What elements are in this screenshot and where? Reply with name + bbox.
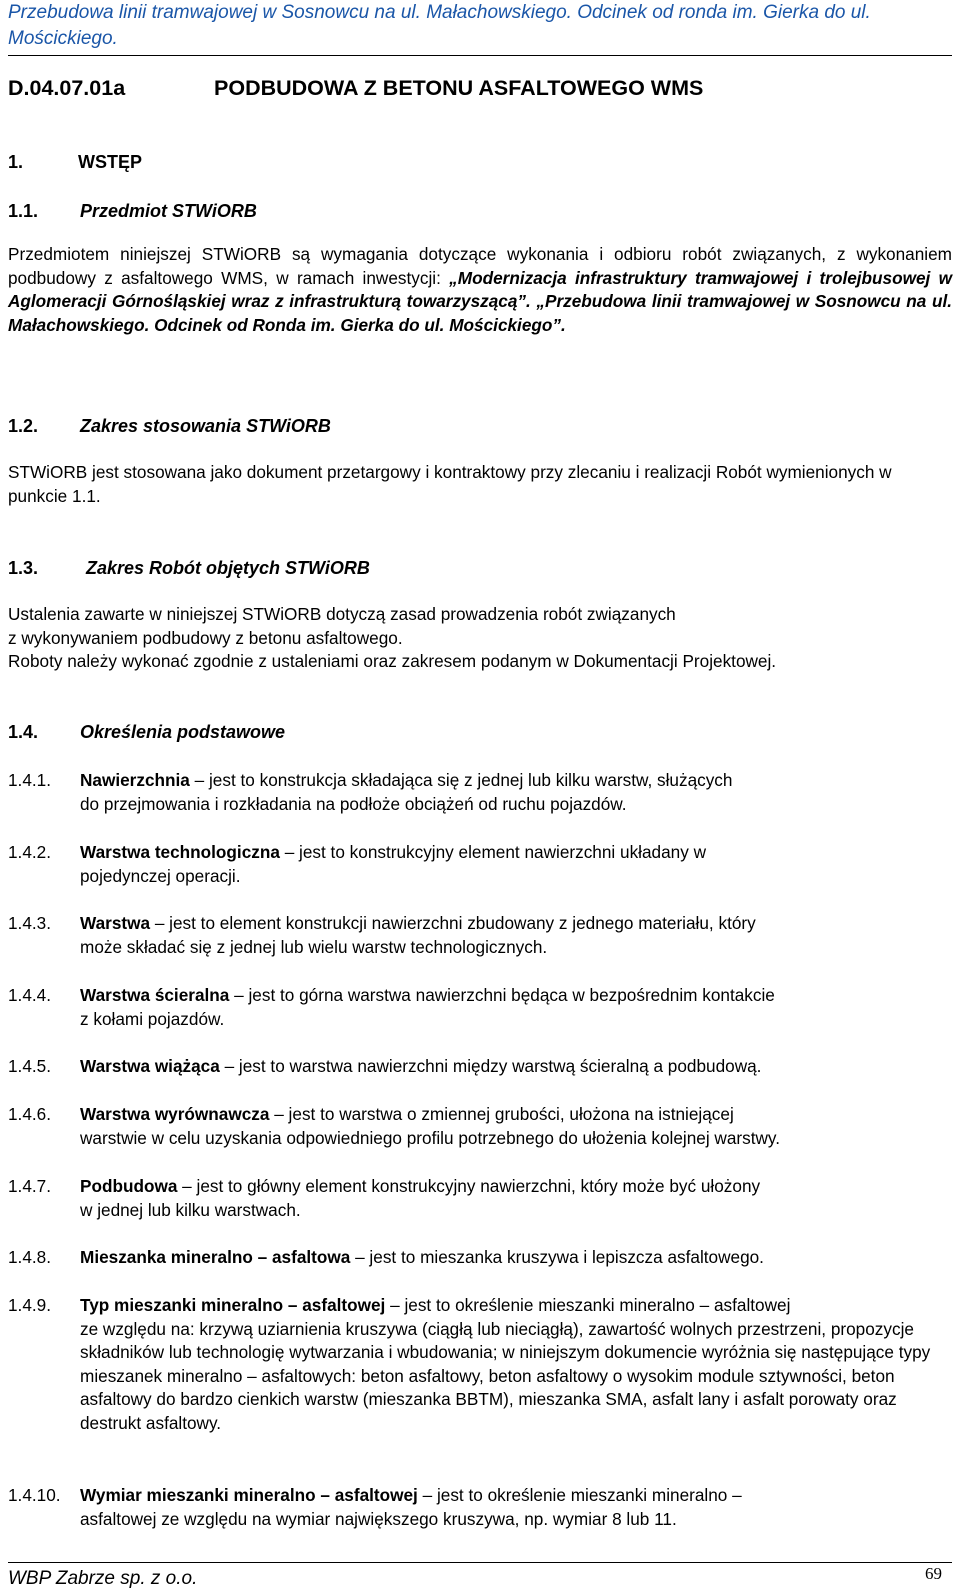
definition-text: – jest to główny element konstrukcyjny nawierzchni, który może być ułożony: [177, 1176, 761, 1196]
definition-term: Warstwa technologiczna: [80, 842, 280, 862]
definition-text: ze względu na: krzywą uziarnienia kruszywa (ciągłą lub nieciągłą), zawartość wolnych przestrzeni, propozycje składników lub technologię wytwarzania i wbudowania; w niniejszym dokumencie wyróżnia się następujące typy mieszanek mineralno – asfaltowych: beton asfaltowy, beton asfaltowy: [80, 1318, 931, 1386]
definition-text: pojedynczej operacji.: [80, 865, 241, 886]
section-title: WSTĘP: [78, 152, 143, 172]
definition-number: 1.4.5.: [8, 1056, 52, 1076]
definition-text: – jest to określenie mieszanki mineralno –: [417, 1485, 742, 1505]
subsection-title: Zakres Robót objętych STWiORB: [86, 558, 370, 578]
spec-code: D.04.07.01a: [8, 76, 126, 100]
definition-text: z kołami pojazdów.: [80, 1008, 225, 1029]
paragraph-1-2: STWiORB jest stosowana jako dokument przetargowy i kontraktowy przy zlecaniu i realizacji Robót wymienionych w punkcie 1.1.: [8, 462, 892, 506]
footer-rule: [8, 1562, 952, 1563]
paragraph-line: Ustalenia zawarte w niniejszej STWiORB dotyczą zasad prowadzenia robót związanych: [8, 604, 676, 624]
company-name: WBP Zabrze sp. z o.o.: [8, 1568, 198, 1589]
definition-text: może składać się z jednej lub wielu warstw technologicznych.: [80, 936, 548, 957]
definition-number: 1.4.2.: [8, 842, 52, 862]
definition-term: Mieszanka mineralno – asfaltowa: [80, 1247, 351, 1267]
paragraph-1-3: [8, 603, 952, 674]
paragraph-text: Przedmiotem niniejszej STWiORB są wymagania dotyczące wykonania i odbioru robót związanych, z wykonaniem podbudowy z asfaltowego WMS, w ramach inwestycji:: [8, 244, 952, 288]
definition-number: 1.4.1.: [8, 770, 52, 790]
definition-text: o wysokim module sztywności, beton asfaltowy do bardzo cienkich warstw (mieszanka BBTM), mieszanka SMA, asfalt lany i asfalt porowaty oraz destrukt asfaltowy.: [80, 1365, 897, 1433]
paragraph-1-1: [8, 243, 952, 337]
subsection-title: Przedmiot STWiORB: [80, 201, 257, 221]
definition-text: – jest to konstrukcja składająca się z jednej lub kilku warstw, służących: [189, 770, 733, 790]
definition-number: 1.4.6.: [8, 1104, 52, 1124]
definition-number: 1.4.10.: [8, 1485, 61, 1505]
definition-text: – jest to mieszanka kruszywa i lepiszcza asfaltowego.: [350, 1247, 764, 1267]
definition-text: – jest to górna warstwa nawierzchni będąca w bezpośrednim kontakcie: [229, 985, 775, 1005]
investment-name: „Modernizacja infrastruktury tramwajowej i trolejbusowej w Aglomeracji Górnośląskiej wraz z infrastrukturą towarzyszącą”. „Przebudowa linii tramwajowej w Sosnowcu na ul. Małachowskiego. Odcinek od Ronda im. Gierka do ul. Mościckiego”.: [8, 267, 952, 335]
running-header: Przebudowa linii tramwajowej w Sosnowcu na ul. Małachowskiego. Odcinek od ronda im. Gierka do ul. Mościckiego.: [8, 2, 871, 49]
definition-term: Nawierzchnia: [80, 770, 190, 790]
definition-text: – jest to warstwa o zmiennej grubości, ułożona na istniejącej: [269, 1104, 734, 1124]
subsection-title: Określenia podstawowe: [80, 722, 286, 742]
page-number: 69: [925, 1564, 942, 1583]
definition-text: – jest to konstrukcyjny element nawierzchni układany w: [279, 842, 706, 862]
subsection-number: 1.2.: [8, 416, 39, 436]
definition-number: 1.4.3.: [8, 913, 52, 933]
definition-text: – jest to element konstrukcji nawierzchni zbudowany z jednego materiału, który: [150, 913, 756, 933]
definition-number: 1.4.9.: [8, 1295, 52, 1315]
paragraph-line: Roboty należy wykonać zgodnie z ustaleniami oraz zakresem podanym w Dokumentacji Projektowej.: [8, 651, 777, 671]
subsection-number: 1.1.: [8, 201, 39, 221]
definition-text: do przejmowania i rozkładania na podłoże obciążeń od ruchu pojazdów.: [80, 793, 627, 814]
header-rule: [8, 55, 952, 56]
section-heading-1: [8, 152, 142, 173]
definition-term: Warstwa: [80, 913, 151, 933]
section-number: 1.: [8, 152, 24, 172]
paragraph-line: z wykonywaniem podbudowy z betonu asfaltowego.: [8, 627, 403, 648]
definition-term: Wymiar mieszanki mineralno – asfaltowej: [80, 1485, 418, 1505]
definition-text: – jest to warstwa nawierzchni między warstwą ścieralną a podbudową.: [219, 1056, 762, 1076]
definition-text: – jest to określenie mieszanki mineralno – asfaltowej: [385, 1295, 791, 1315]
subsection-number: 1.3.: [8, 558, 39, 578]
definition-number: 1.4.7.: [8, 1176, 52, 1196]
spec-name: PODBUDOWA Z BETONU ASFALTOWEGO WMS: [214, 76, 704, 100]
subsection-number: 1.4.: [8, 722, 39, 742]
definition-number: 1.4.8.: [8, 1247, 52, 1267]
definition-term: Warstwa wiążąca: [80, 1056, 220, 1076]
definition-number: 1.4.4.: [8, 985, 52, 1005]
definition-term: Warstwa ścieralna: [80, 985, 230, 1005]
definition-text: w jednej lub kilku warstwach.: [80, 1199, 301, 1220]
definition-text: asfaltowej ze względu na wymiar największego kruszywa, np. wymiar 8 lub 11.: [80, 1508, 677, 1529]
definition-text: warstwie w celu uzyskania odpowiedniego profilu potrzebnego do ułożenia kolejnej warstwy.: [80, 1127, 780, 1148]
definition-term: Typ mieszanki mineralno – asfaltowej: [80, 1295, 386, 1315]
definition-term: Warstwa wyrównawcza: [80, 1104, 270, 1124]
definition-term: Podbudowa: [80, 1176, 178, 1196]
subsection-title: Zakres stosowania STWiORB: [80, 416, 331, 436]
page-footer: [8, 1564, 952, 1591]
